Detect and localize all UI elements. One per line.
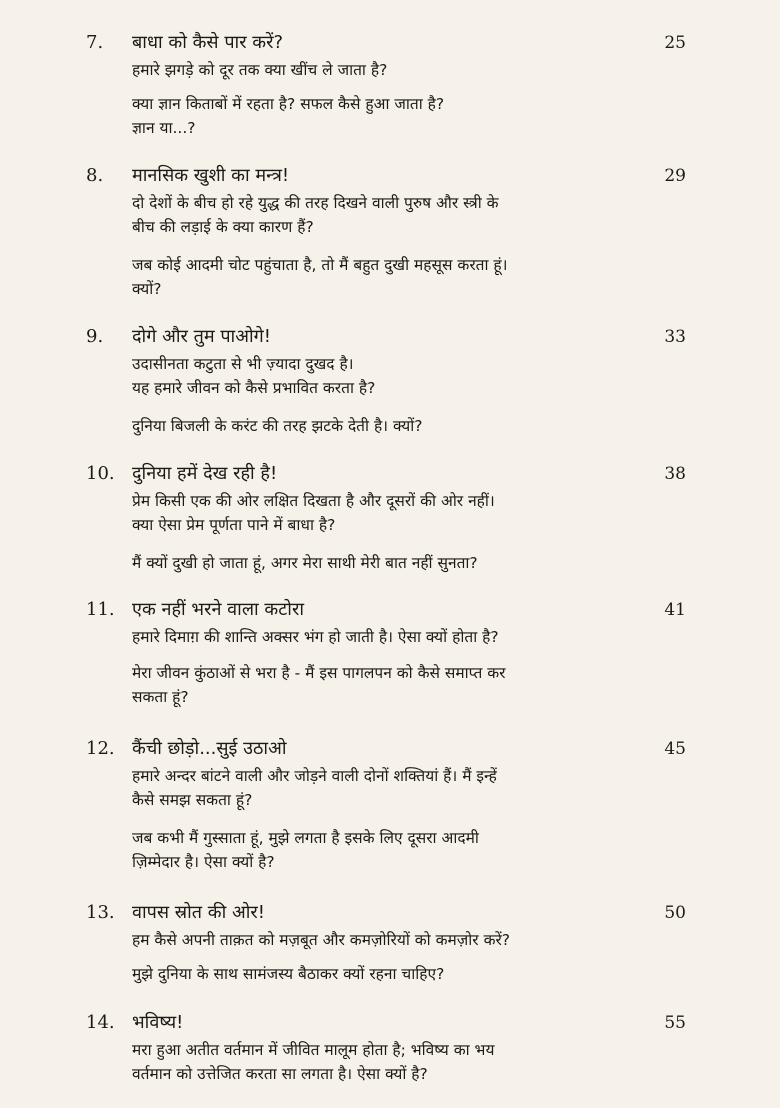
page-number: 38 <box>664 464 686 484</box>
chapter-number: 7. <box>86 32 104 53</box>
question-line: ज्ञान या...? <box>132 119 196 137</box>
question-line: बीच की लड़ाई के क्या कारण हैं? <box>132 218 314 236</box>
chapter-title: एक नहीं भरने वाला कटोरा <box>132 599 304 620</box>
chapter-number: 14. <box>86 1012 115 1033</box>
chapter-number: 10. <box>86 463 115 484</box>
chapter-title: भविष्य! <box>132 1012 184 1033</box>
page-number: 45 <box>664 739 686 759</box>
question-line: उदासीनता कटुता से भी ज़्यादा दुखद है। <box>132 355 354 373</box>
chapter-title: कैंची छोड़ो...सुई उठाओ <box>132 738 287 759</box>
question-line: हमारे झगड़े को दूर तक क्या खींच ले जाता है? <box>132 61 388 79</box>
question-block <box>132 414 602 438</box>
question-line: क्या ज्ञान किताबों में रहता है? सफल कैसे हुआ जाता है? <box>132 95 445 113</box>
chapter-number: 11. <box>86 599 115 620</box>
question-line: क्या ऐसा प्रेम पूर्णता पाने में बाधा है? <box>132 516 336 534</box>
question-line: यह हमारे जीवन को कैसे प्रभावित करता है? <box>132 379 376 397</box>
question-line: मरा हुआ अतीत वर्तमान में जीवित मालूम होता है; भविष्य का भय <box>132 1041 495 1059</box>
question-line: हम कैसे अपनी ताक़त को मज़बूत और कमज़ोरियों को कमज़ोर करें? <box>132 931 511 949</box>
page-number: 33 <box>664 327 686 347</box>
question-block <box>132 764 602 812</box>
question-line: सकता हूं? <box>132 688 189 706</box>
question-block <box>132 1038 602 1086</box>
chapter-title: दुनिया हमें देख रही है! <box>132 463 278 484</box>
question-line: जब कभी मैं गुस्साता हूं, मुझे लगता है इसके लिए दूसरा आदमी <box>132 829 479 847</box>
question-line: हमारे अन्दर बांटने वाली और जोड़ने वाली दोनों शक्तियां हैं। मैं इन्हें <box>132 767 497 785</box>
question-block <box>132 489 602 537</box>
question-line: कैसे समझ सकता हूं? <box>132 791 253 809</box>
question-line: ज़िम्मेदार है। ऐसा क्यों है? <box>132 853 275 871</box>
question-block <box>132 58 602 82</box>
chapter-title: बाधा को कैसे पार करें? <box>132 32 284 53</box>
chapter-title: मानसिक खुशी का मन्त्र! <box>132 165 290 186</box>
question-block <box>132 962 602 986</box>
question-line: हमारे दिमाग़ की शान्ति अक्सर भंग हो जाती है। ऐसा क्यों होता है? <box>132 628 499 646</box>
question-line: क्यों? <box>132 280 162 298</box>
question-line: मुझे दुनिया के साथ सामंजस्य बैठाकर क्यों रहना चाहिए? <box>132 965 445 983</box>
question-block <box>132 191 602 239</box>
question-line: वर्तमान को उत्तेजित करता सा लगता है। ऐसा क्यों है? <box>132 1065 428 1083</box>
chapter-number: 9. <box>86 326 104 347</box>
page-number: 25 <box>664 33 686 53</box>
chapter-number: 8. <box>86 165 104 186</box>
question-line: जब कोई आदमी चोट पहुंचाता है, तो मैं बहुत दुखी महसूस करता हूं। <box>132 256 508 274</box>
question-block <box>132 352 602 400</box>
chapter-number: 12. <box>86 738 115 759</box>
question-line: दो देशों के बीच हो रहे युद्ध की तरह दिखने वाली पुरुष और स्त्री के <box>132 194 499 212</box>
page-number: 29 <box>664 166 686 186</box>
question-block <box>132 928 602 952</box>
question-line: दुनिया बिजली के करंट की तरह झटके देती है। क्यों? <box>132 417 423 435</box>
question-block <box>132 661 602 709</box>
question-line: मेरा जीवन कुंठाओं से भरा है - मैं इस पागलपन को कैसे समाप्त कर <box>132 664 506 682</box>
chapter-title: दोगे और तुम पाओगे! <box>132 326 271 347</box>
page-number: 50 <box>664 903 686 923</box>
question-block <box>132 625 602 649</box>
page-number: 41 <box>664 600 686 620</box>
question-line: प्रेम किसी एक की ओर लक्षित दिखता है और दूसरों की ओर नहीं। <box>132 492 495 510</box>
question-block <box>132 551 602 575</box>
page-number: 55 <box>664 1013 686 1033</box>
question-line: मैं क्यों दुखी हो जाता हूं, अगर मेरा साथी मेरी बात नहीं सुनता? <box>132 554 478 572</box>
question-block <box>132 253 602 301</box>
question-block <box>132 92 602 140</box>
chapter-title: वापस स्रोत की ओर! <box>132 902 265 923</box>
chapter-number: 13. <box>86 902 115 923</box>
question-block <box>132 826 602 874</box>
